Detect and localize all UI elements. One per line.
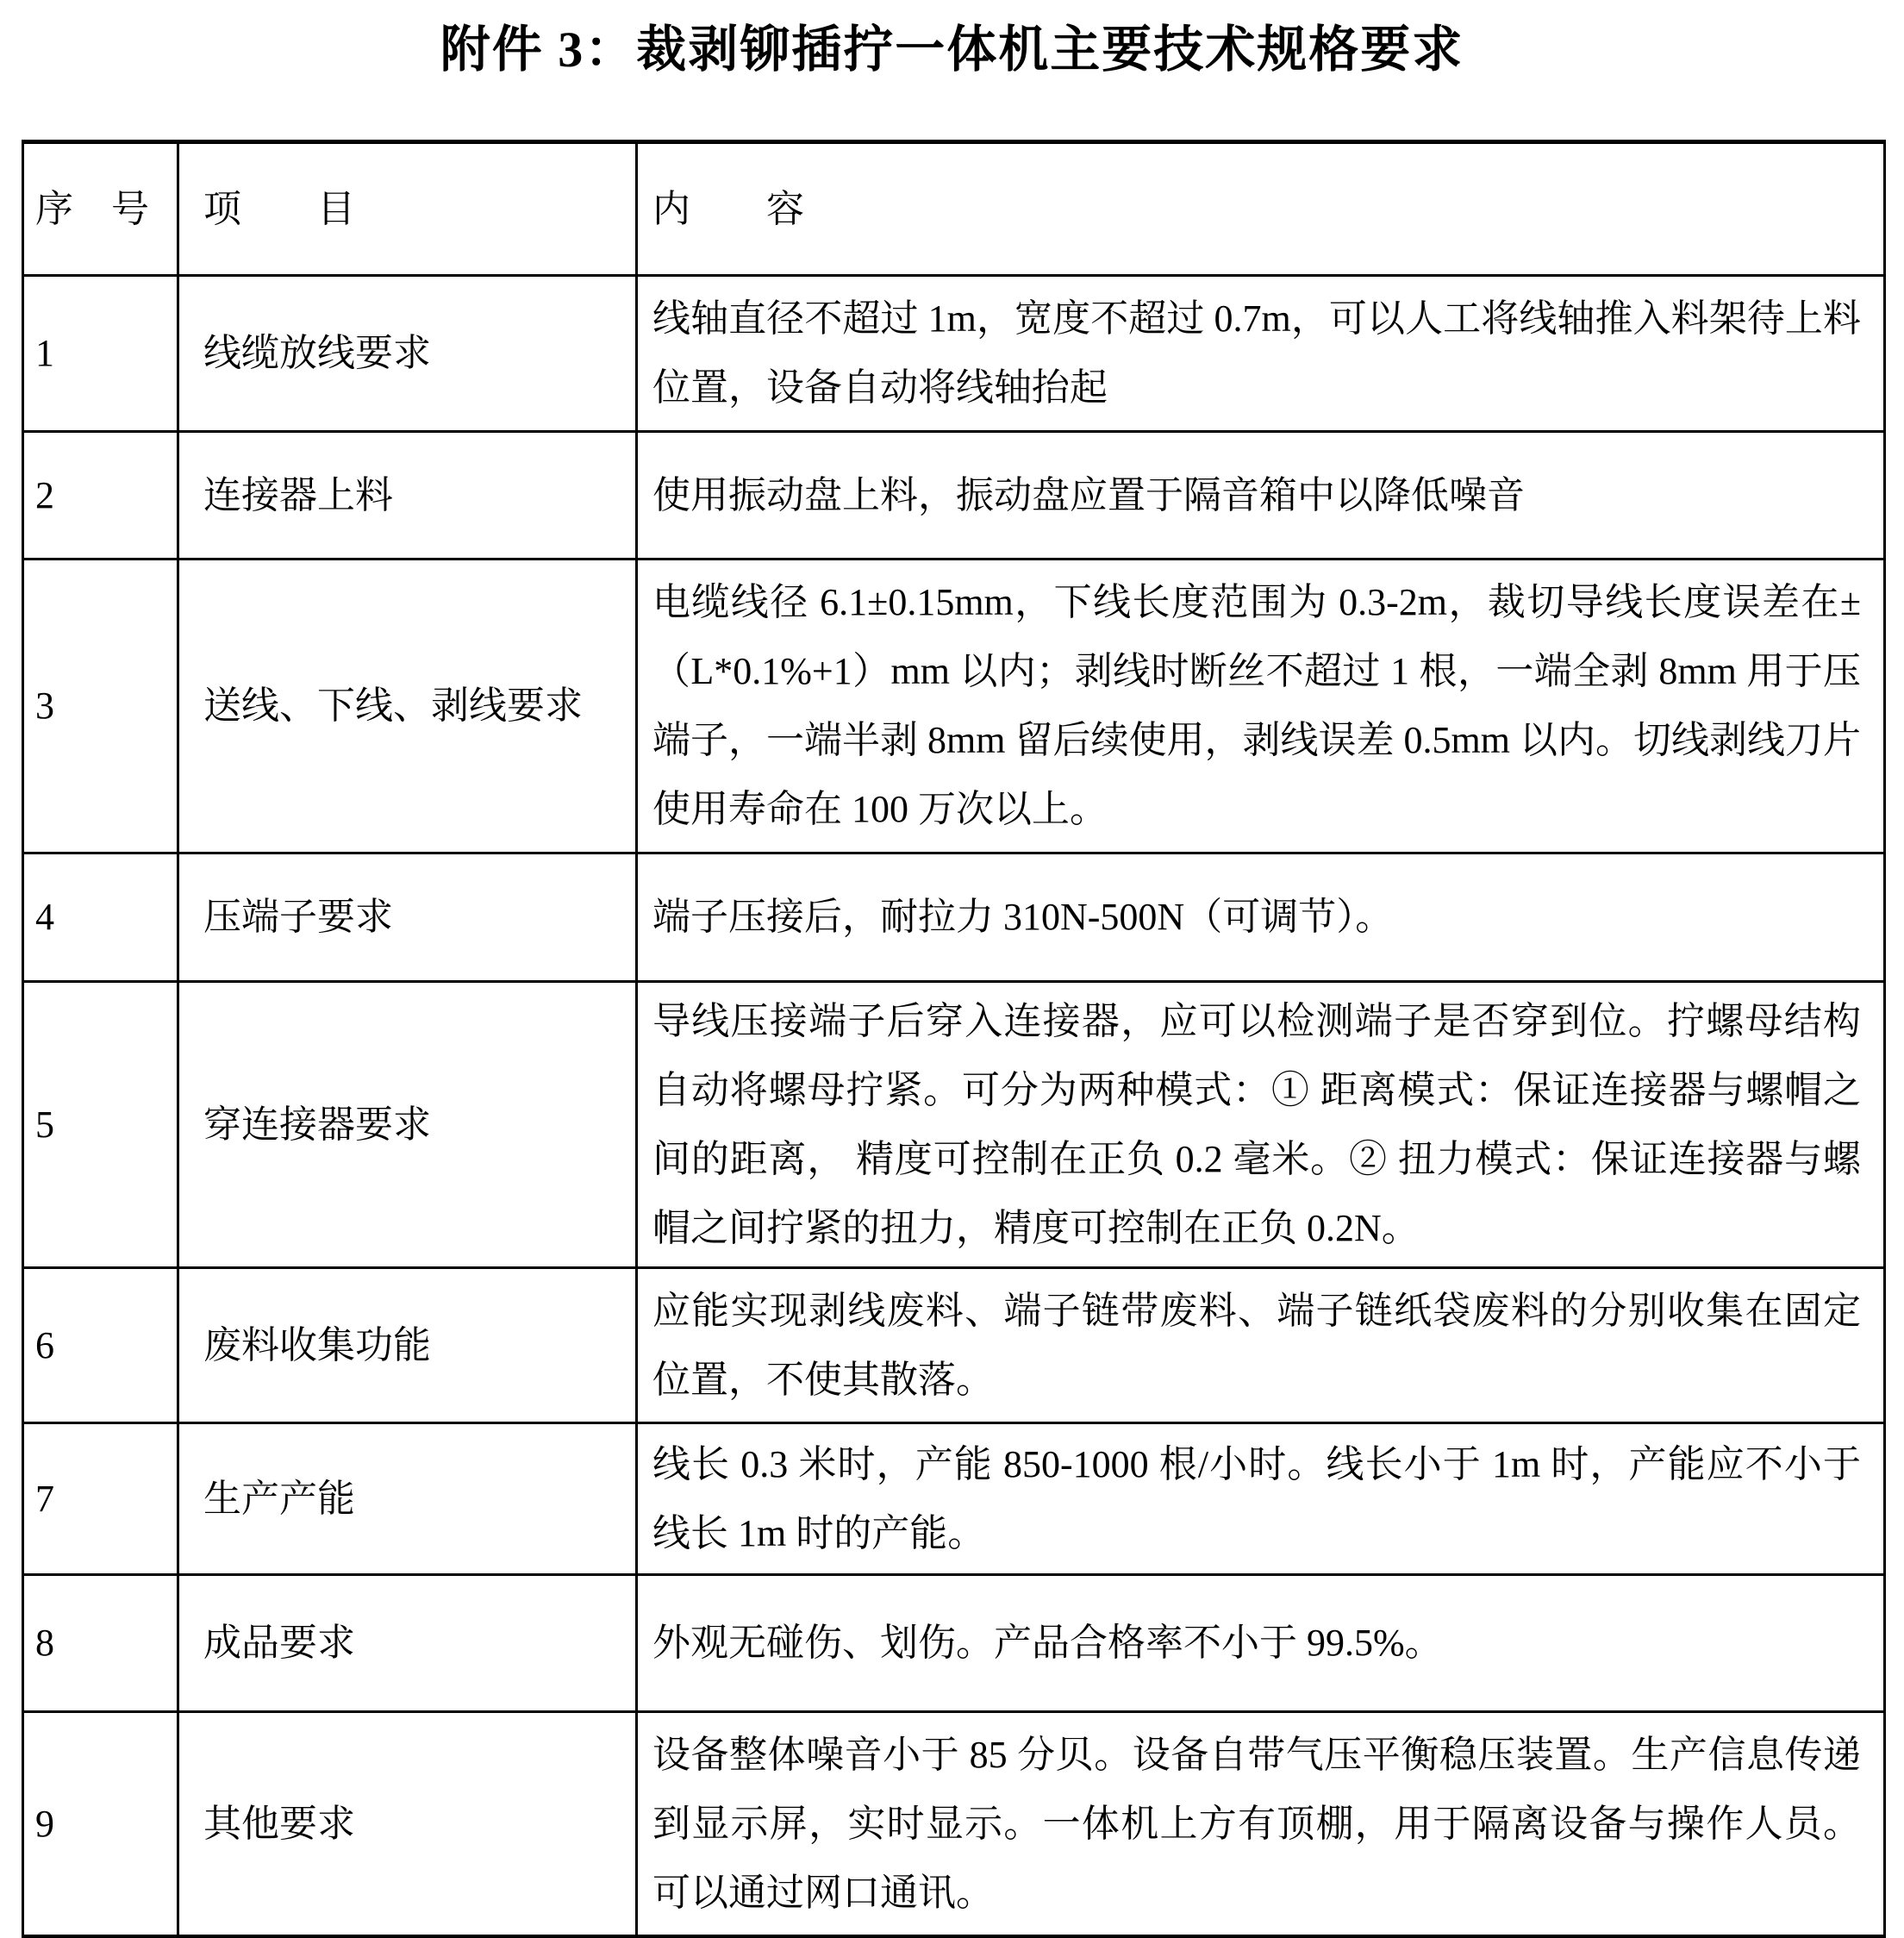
cell-item: 线缆放线要求 — [178, 276, 637, 432]
cell-content: 外观无碰伤、划伤。产品合格率不小于 99.5%。 — [637, 1575, 1885, 1712]
table-row — [23, 276, 1885, 432]
cell-content: 使用振动盘上料，振动盘应置于隔音箱中以降低噪音 — [637, 432, 1885, 560]
cell-content: 应能实现剥线废料、端子链带废料、端子链纸袋废料的分别收集在固定位置，不使其散落。 — [637, 1268, 1885, 1423]
cell-item: 送线、下线、剥线要求 — [178, 560, 637, 853]
cell-no: 7 — [23, 1423, 178, 1575]
cell-content: 端子压接后，耐拉力 310N-500N（可调节）。 — [637, 853, 1885, 982]
cell-item: 成品要求 — [178, 1575, 637, 1712]
cell-item: 生产产能 — [178, 1423, 637, 1575]
header-cell-content: 内 容 — [637, 142, 1885, 276]
cell-no: 1 — [23, 276, 178, 432]
cell-no: 2 — [23, 432, 178, 560]
cell-item: 穿连接器要求 — [178, 982, 637, 1268]
cell-item: 连接器上料 — [178, 432, 637, 560]
cell-no: 6 — [23, 1268, 178, 1423]
table-row — [23, 1268, 1885, 1423]
table-header-row — [23, 142, 1885, 276]
table-row — [23, 1575, 1885, 1712]
table-row — [23, 1712, 1885, 1937]
table-row — [23, 432, 1885, 560]
table-row — [23, 853, 1885, 982]
header-cell-item: 项 目 — [178, 142, 637, 276]
table-row — [23, 560, 1885, 853]
cell-no: 9 — [23, 1712, 178, 1937]
cell-no: 8 — [23, 1575, 178, 1712]
cell-content: 线长 0.3 米时，产能 850-1000 根/小时。线长小于 1m 时，产能应不小于线长 1m 时的产能。 — [637, 1423, 1885, 1575]
cell-item: 其他要求 — [178, 1712, 637, 1937]
cell-item: 压端子要求 — [178, 853, 637, 982]
cell-content: 电缆线径 6.1±0.15mm，下线长度范围为 0.3-2m，裁切导线长度误差在±（L*0.1%+1）mm 以内；剥线时断丝不超过 1 根，一端全剥 8mm 用于压端子，一端半剥 8mm 留后续使用，剥线误差 0.5mm 以内。切线剥线刀片使用寿命在 100 万次以上。 — [637, 560, 1885, 853]
table-row — [23, 982, 1885, 1268]
spec-table — [22, 140, 1886, 1938]
table-row — [23, 1423, 1885, 1575]
cell-no: 5 — [23, 982, 178, 1268]
cell-no: 3 — [23, 560, 178, 853]
cell-content: 导线压接端子后穿入连接器，应可以检测端子是否穿到位。拧螺母结构自动将螺母拧紧。可分为两种模式：① 距离模式：保证连接器与螺帽之间的距离， 精度可控制在正负 0.2 毫米。② 扭力模式：保证连接器与螺帽之间拧紧的扭力，精度可控制在正负 0.2N。 — [637, 982, 1885, 1268]
cell-item: 废料收集功能 — [178, 1268, 637, 1423]
header-cell-no: 序 号 — [23, 142, 178, 276]
cell-content: 设备整体噪音小于 85 分贝。设备自带气压平衡稳压装置。生产信息传递到显示屏，实时显示。一体机上方有顶棚，用于隔离设备与操作人员。可以通过网口通讯。 — [637, 1712, 1885, 1937]
page-title: 附件 3：裁剥铆插拧一体机主要技术规格要求 — [440, 22, 1464, 78]
cell-no: 4 — [23, 853, 178, 982]
cell-content: 线轴直径不超过 1m，宽度不超过 0.7m，可以人工将线轴推入料架待上料位置，设备自动将线轴抬起 — [637, 276, 1885, 432]
